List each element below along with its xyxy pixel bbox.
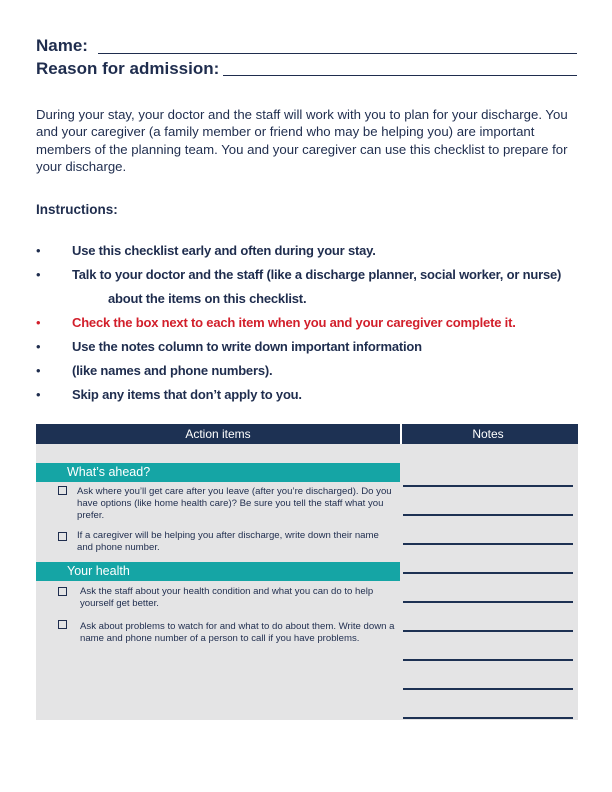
checkbox[interactable] — [58, 587, 67, 596]
bullet: • — [36, 363, 41, 378]
bullet: • — [36, 267, 41, 282]
section-header-whats-ahead — [36, 463, 400, 482]
checklist-item: Ask the staff about your health condition and what you can do to help yourself get better. — [80, 586, 374, 610]
instructions-title: Instructions: — [36, 202, 118, 217]
section-title: Your health — [67, 564, 130, 578]
name-label: Name: — [36, 36, 88, 55]
notes-line[interactable] — [403, 601, 573, 603]
notes-header: Notes — [472, 427, 504, 441]
notes-line[interactable] — [403, 485, 573, 487]
notes-line[interactable] — [403, 659, 573, 661]
section-title: What’s ahead? — [67, 465, 151, 479]
notes-line[interactable] — [403, 514, 573, 516]
notes-line[interactable] — [403, 688, 573, 690]
table-header — [36, 424, 578, 444]
checklist-item: If a caregiver will be helping you after discharge, write down their name and phone number. — [77, 530, 379, 554]
instruction-item-continued: about the items on this checklist. — [108, 291, 307, 306]
reason-field[interactable] — [223, 75, 577, 76]
instruction-item: Use the notes column to write down important information — [72, 339, 422, 354]
checklist-item: Ask where you’ll get care after you leave (after you’re discharged). Do you have options (like home health care)? Be sure you tell the staff what you prefer. — [77, 486, 392, 522]
notes-line[interactable] — [403, 543, 573, 545]
checklist-table — [36, 424, 578, 720]
instruction-item: Talk to your doctor and the staff (like a discharge planner, social worker, or nurse) — [72, 267, 562, 282]
action-items-header: Action items — [185, 427, 251, 441]
bullet: • — [36, 387, 41, 402]
checklist-item: Ask about problems to watch for and what to do about them. Write down a name and phone number of a person to call if you have problems. — [80, 621, 395, 645]
notes-line[interactable] — [403, 630, 573, 632]
instruction-item: Skip any items that don’t apply to you. — [72, 387, 302, 402]
notes-line[interactable] — [403, 572, 573, 574]
checkbox[interactable] — [58, 532, 67, 541]
instruction-item-highlight: Check the box next to each item when you and your caregiver complete it. — [72, 315, 516, 330]
instruction-item: (like names and phone numbers). — [72, 363, 273, 378]
reason-label: Reason for admission: — [36, 59, 220, 78]
instruction-item: Use this checklist early and often during your stay. — [72, 243, 376, 258]
checkbox[interactable] — [58, 620, 67, 629]
notes-line[interactable] — [403, 717, 573, 719]
bullet: • — [36, 243, 41, 258]
checkbox[interactable] — [58, 486, 67, 495]
intro-paragraph: During your stay, your doctor and the staff will work with you to plan for your discharge. You and your caregiver (a family member or friend who may be helping you) are important members of the planning team. You and your caregiver can use this checklist to prepare for your discharge. — [36, 107, 568, 174]
bullet: • — [36, 315, 41, 330]
bullet: • — [36, 339, 41, 354]
name-field[interactable] — [98, 53, 577, 54]
section-header-your-health — [36, 562, 400, 581]
